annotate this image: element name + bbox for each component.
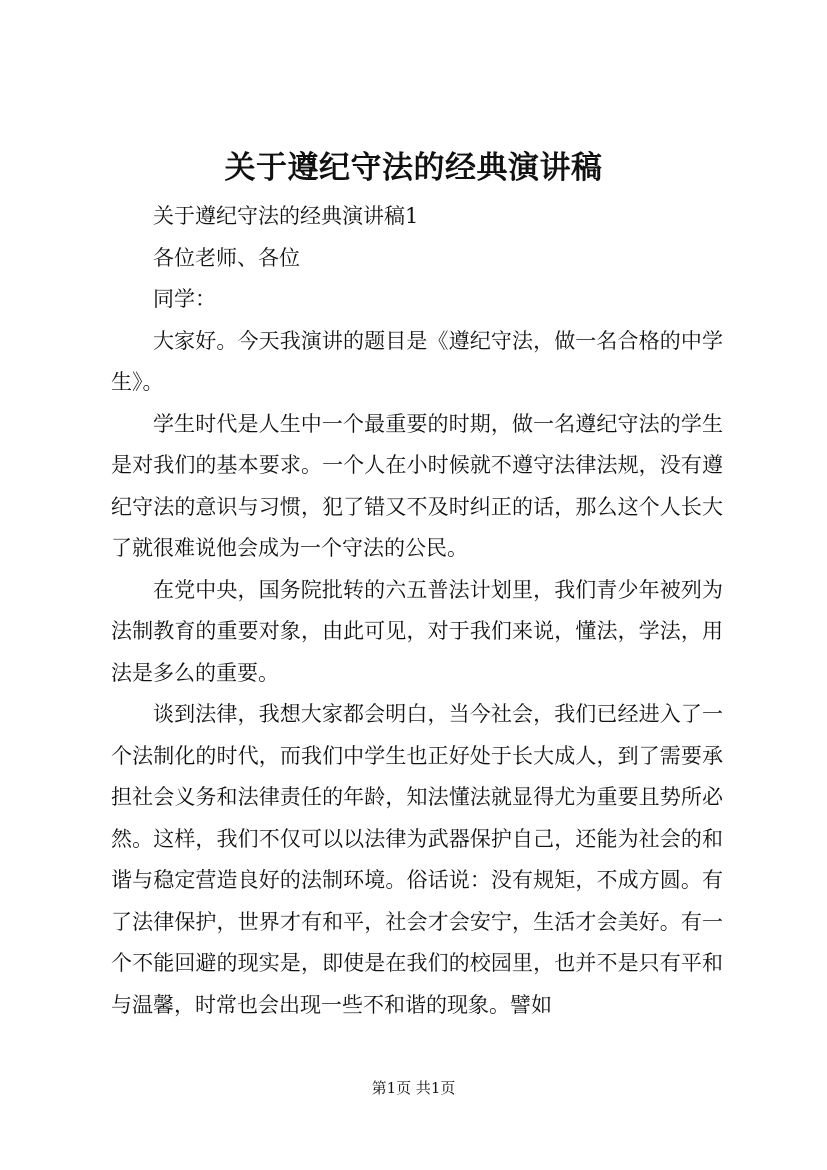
paragraph-legal-education: 在党中央，国务院批转的六五普法计划里，我们青少年被列为法制教育的重要对象，由此可见，对于我们来说，懂法，学法，用法是多么的重要。 [111,577,723,685]
paragraph-subtitle: 关于遵纪守法的经典演讲稿1 [153,204,419,228]
paragraph-salutation-cont: 同学： [153,287,216,311]
document-body [111,196,723,1026]
paragraph-salutation: 各位老师、各位 [153,245,300,270]
paragraph-student-era: 学生时代是人生中一个最重要的时期，做一名遵纪守法的学生是对我们的基本要求。一个人在小时候就不遵守法律法规，没有遵纪守法的意识与习惯，犯了错又不及时纠正的话，那么这个人长大了就很难说他会成为一个守法的公民。 [111,411,723,560]
document-title: 关于遵纪守法的经典演讲稿 [224,150,603,186]
paragraph-greeting: 大家好。今天我演讲的题目是《遵纪守法，做一名合格的中学生》。 [111,328,723,394]
page-footer: 第1页 共1页 [371,1079,456,1097]
paragraph-law-society: 谈到法律，我想大家都会明白，当今社会，我们已经进入了一个法制化的时代，而我们中学生也正好处于长大成人，到了需要承担社会义务和法律责任的年龄，知法懂法就显得尤为重要且势所必然。这样，我们不仅可以以法律为武器保护自己，还能为社会的和谐与稳定营造良好的法制环境。俗话说：没有规矩，不成方圆。有了法律保护，世界才有和平，社会才会安宁，生活才会美好。有一个不能回避的现实是，即使是在我们的校园里，也并不是只有平和与温馨，时常也会出现一些不和谐的现象。譬如 [111,702,723,1017]
